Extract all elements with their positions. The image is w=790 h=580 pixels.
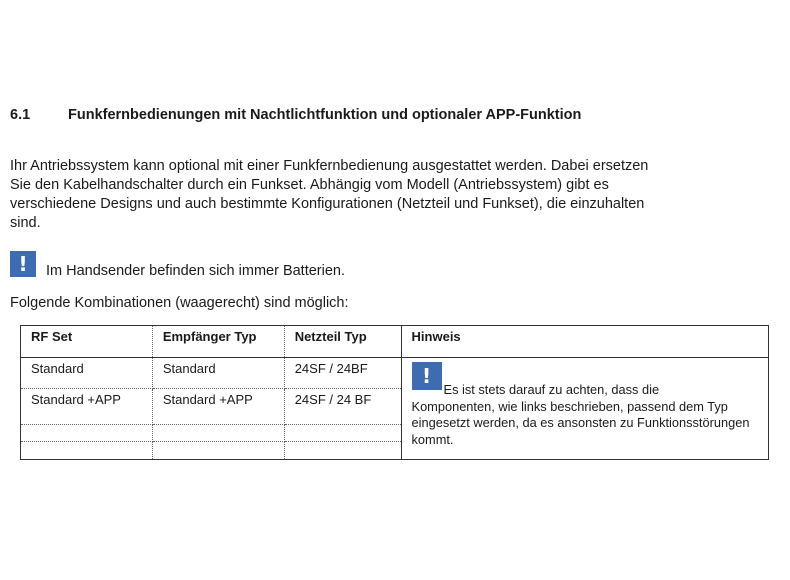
header-power-supply-type: Netzteil Typ <box>284 326 401 358</box>
info-icon: ! <box>412 362 442 390</box>
cell-empty <box>21 425 153 442</box>
header-receiver-type: Empfänger Typ <box>152 326 284 358</box>
section-number: 6.1 <box>10 107 31 123</box>
intro-paragraph <box>10 157 770 233</box>
table-row <box>21 358 769 389</box>
cell-empty <box>152 425 284 442</box>
cell-rf-set: Standard +APP <box>21 389 153 425</box>
combination-table <box>20 325 769 460</box>
table-intro: Folgende Kombinationen (waagerecht) sind möglich: <box>10 295 349 311</box>
header-hint: Hinweis <box>401 326 768 358</box>
cell-empty <box>284 442 401 460</box>
section-title: Funkfernbedienungen mit Nachtlichtfunktion und optionaler APP-Funktion <box>68 107 582 123</box>
battery-note-text: Im Handsender befinden sich immer Batterien. <box>46 263 346 279</box>
cell-empty <box>152 442 284 460</box>
hint-first-line: Es ist stets darauf zu achten, dass die <box>443 382 660 397</box>
paragraph-line: Ihr Antriebssystem kann optional mit einer Funkfernbedienung ausgestattet werden. Dabei ersetzen <box>10 158 649 174</box>
paragraph-line: sind. <box>10 215 41 231</box>
hint-text: Komponenten, wie links beschrieben, passend dem Typ eingesetzt werden, da es ansonsten zu Funktionsstörungen kommt. <box>411 398 750 447</box>
cell-empty <box>284 425 401 442</box>
cell-empty <box>21 442 153 460</box>
cell-receiver-type: Standard +APP <box>152 389 284 425</box>
cell-rf-set: Standard <box>21 358 153 389</box>
info-icon: ! <box>10 251 36 277</box>
header-rf-set: RF Set <box>21 326 153 358</box>
paragraph-line: Sie den Kabelhandschalter durch ein Funkset. Abhängig vom Modell (Antriebssystem) gibt es <box>10 177 609 193</box>
table-header-row <box>21 326 769 358</box>
cell-power-supply-type: 24SF / 24 BF <box>284 389 401 425</box>
cell-receiver-type: Standard <box>152 358 284 389</box>
section-heading <box>10 107 581 123</box>
battery-note <box>10 249 345 279</box>
paragraph-line: verschiedene Designs und auch bestimmte Konfigurationen (Netzteil und Funkset), die einzuhalten <box>10 196 645 212</box>
hint-cell <box>401 358 768 460</box>
cell-power-supply-type: 24SF / 24BF <box>284 358 401 389</box>
